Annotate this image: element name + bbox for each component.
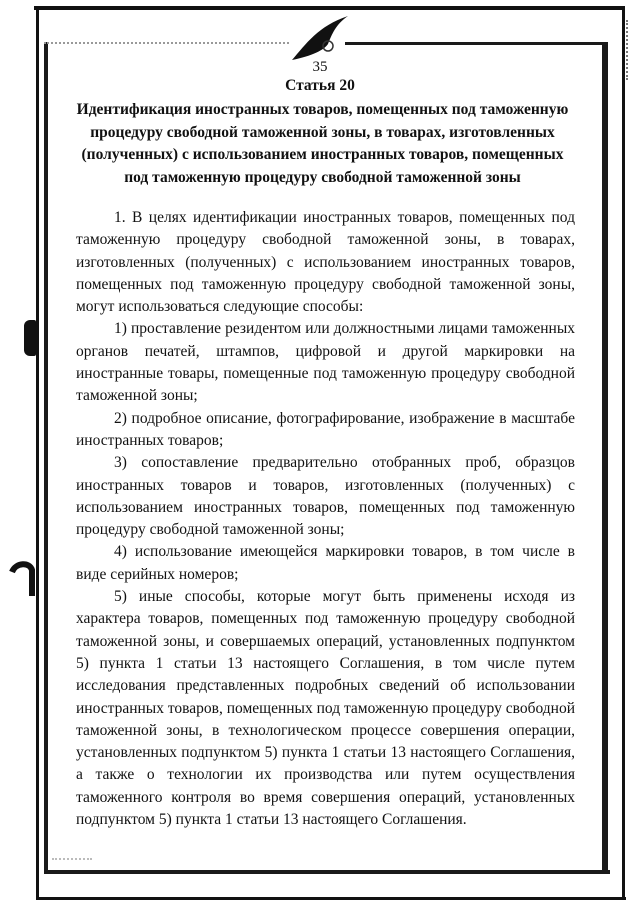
paragraph: 4) использование имеющейся маркировки товаров, в том числе в виде серийных номеров;: [76, 543, 575, 583]
article-number: Статья 20: [285, 77, 355, 94]
article-body: [76, 207, 575, 831]
paragraph: 1) проставление резидентом или должностными лицами таможенных органов печатей, штампов, цифровой и другой маркировки на иностранные товары, помещенные под таможенную процедуру свободной таможенной зоны;: [76, 320, 575, 405]
scan-border-top: [34, 6, 624, 10]
page-box-left: [44, 42, 48, 874]
binding-hole-mark: [24, 320, 36, 356]
article-title: Идентификация иностранных товаров, помещенных под таможенную процедуру свободной таможенной зоны, в товарах, изготовленных (полученных) с использованием иностранных товаров, помещенных под таможенную процедуру свободной таможенной зоны: [76, 101, 569, 186]
scan-artifact: [52, 858, 92, 866]
binding-clip-mark: [8, 560, 36, 598]
scan-border-left: [36, 6, 39, 900]
paragraph: 3) сопоставление предварительно отобранных проб, образцов иностранных товаров и товаров, изготовленных (полученных) с использованием иностранных товаров, помещенных под таможенную процедуру свободной таможенной зоны;: [76, 454, 575, 539]
scan-border-right: [622, 6, 625, 900]
paragraph: 5) иные способы, которые могут быть применены исходя из характера товаров, помещенных под таможенную процедуру свободной таможенной зоны, и совершаемых операций, установленных подпунктом 5) пункта 1 статьи 13 настоящего Соглашения, в том числе путем исследования представленных подробных сведений об использовании иностранных товаров, помещенных под таможенную процедуру свободной таможенной зоны, в технологическом процессе совершения операции, установленных подпунктом 5) пункта 1 статьи 13 настоящего Соглашения, а также о технологии их производства или путем осуществления таможенного контроля во время совершения операций, установленных подпунктом 5) пункта 1 статьи 13 настоящего Соглашения.: [76, 588, 575, 829]
page-box-top-dotted: [44, 42, 289, 46]
page-box-bottom: [44, 870, 610, 874]
page-box-top-right: [345, 42, 607, 45]
paragraph: 2) подробное описание, фотографирование, изображение в масштабе иностранных товаров;: [76, 409, 575, 449]
paragraph: 1. В целях идентификации иностранных товаров, помещенных под таможенную процедуру свободной таможенной зоны, в товарах, изготовленных (полученных) с использованием иностранных товаров, помещенных под таможенную процедуру свободной таможенной зоны, могут использоваться следующие способы:: [76, 209, 575, 316]
scan-border-bottom: [36, 897, 626, 900]
stamp-seal-mark: [288, 14, 352, 64]
page-number: 35: [312, 59, 328, 75]
page-box-right: [602, 42, 608, 874]
